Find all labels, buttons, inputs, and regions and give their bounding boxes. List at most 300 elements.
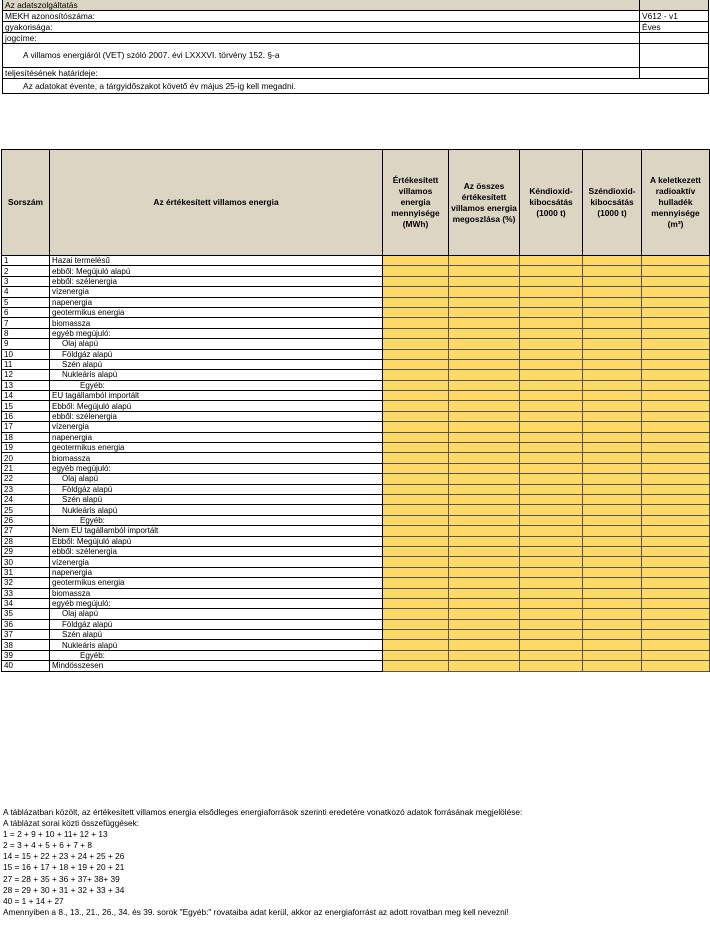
input-cell-share[interactable] xyxy=(449,494,520,504)
row-number: 5 xyxy=(2,297,50,307)
row-label: Olaj alapú xyxy=(50,609,383,619)
input-cell-mwh[interactable] xyxy=(383,578,449,588)
input-cell-radioactive[interactable] xyxy=(642,287,710,297)
input-cell-so2[interactable] xyxy=(520,505,583,515)
note-line: A táblázatban közölt, az értékesített villamos energia elsődleges energiaforrások szerinti eredetére vonatkozó adatok forrásának megjelölése: xyxy=(3,807,523,817)
input-cell-share[interactable] xyxy=(449,578,520,588)
input-cell-share[interactable] xyxy=(449,318,520,328)
input-cell-so2[interactable] xyxy=(520,266,583,276)
input-cell-share[interactable] xyxy=(449,567,520,577)
input-cell-mwh[interactable] xyxy=(383,546,449,556)
input-cell-so2[interactable] xyxy=(520,463,583,473)
input-cell-mwh[interactable] xyxy=(383,598,449,608)
row-label: Egyéb: xyxy=(50,515,383,525)
input-cell-so2[interactable] xyxy=(520,370,583,380)
input-cell-radioactive[interactable] xyxy=(642,318,710,328)
header-title-value xyxy=(639,0,708,10)
input-cell-mwh[interactable] xyxy=(383,630,449,640)
note-line: 14 = 15 + 22 + 23 + 24 + 25 + 26 xyxy=(3,851,125,862)
input-cell-co2[interactable] xyxy=(583,401,642,411)
input-cell-share[interactable] xyxy=(449,422,520,432)
table-row xyxy=(2,339,710,349)
input-cell-co2[interactable] xyxy=(583,328,642,338)
input-cell-co2[interactable] xyxy=(583,287,642,297)
input-cell-so2[interactable] xyxy=(520,401,583,411)
input-cell-share[interactable] xyxy=(449,256,520,266)
note-line: 15 = 16 + 17 + 18 + 19 + 20 + 21 xyxy=(3,862,125,873)
input-cell-so2[interactable] xyxy=(520,588,583,598)
input-cell-co2[interactable] xyxy=(583,453,642,463)
row-number: 28 xyxy=(2,536,50,546)
row-number: 38 xyxy=(2,640,50,650)
table-row xyxy=(2,349,710,359)
input-cell-mwh[interactable] xyxy=(383,505,449,515)
input-cell-so2[interactable] xyxy=(520,546,583,556)
table-row xyxy=(2,443,710,453)
row-number: 1 xyxy=(2,256,50,266)
input-cell-share[interactable] xyxy=(449,328,520,338)
input-cell-so2[interactable] xyxy=(520,349,583,359)
table-row xyxy=(2,598,710,608)
input-cell-share[interactable] xyxy=(449,391,520,401)
row-label: Nukleáris alapú xyxy=(50,505,383,515)
col-header-szendioxid: Széndioxid-kibocsátás (1000 t) xyxy=(583,150,642,256)
input-cell-radioactive[interactable] xyxy=(642,474,710,484)
input-cell-co2[interactable] xyxy=(583,578,642,588)
input-cell-co2[interactable] xyxy=(583,370,642,380)
input-cell-radioactive[interactable] xyxy=(642,411,710,421)
input-cell-share[interactable] xyxy=(449,640,520,650)
input-cell-mwh[interactable] xyxy=(383,266,449,276)
input-cell-radioactive[interactable] xyxy=(642,588,710,598)
data-provision-header xyxy=(2,0,709,94)
input-cell-mwh[interactable] xyxy=(383,349,449,359)
header-row-legal-text xyxy=(3,44,708,68)
input-cell-co2[interactable] xyxy=(583,422,642,432)
input-cell-co2[interactable] xyxy=(583,557,642,567)
input-cell-co2[interactable] xyxy=(583,443,642,453)
row-label: geotermikus energia xyxy=(50,578,383,588)
row-number: 39 xyxy=(2,650,50,660)
input-cell-radioactive[interactable] xyxy=(642,494,710,504)
input-cell-mwh[interactable] xyxy=(383,474,449,484)
table-row xyxy=(2,526,710,536)
input-cell-co2[interactable] xyxy=(583,256,642,266)
row-number: 21 xyxy=(2,463,50,473)
input-cell-so2[interactable] xyxy=(520,650,583,660)
table-row xyxy=(2,266,710,276)
table-row xyxy=(2,411,710,421)
input-cell-co2[interactable] xyxy=(583,609,642,619)
input-cell-radioactive[interactable] xyxy=(642,276,710,286)
input-cell-so2[interactable] xyxy=(520,380,583,390)
input-cell-radioactive[interactable] xyxy=(642,505,710,515)
header-title: Az adatszolgáltatás xyxy=(3,0,639,10)
input-cell-mwh[interactable] xyxy=(383,307,449,317)
row-label: Földgáz alapú xyxy=(50,484,383,494)
table-row xyxy=(2,401,710,411)
notes-section xyxy=(3,807,708,918)
input-cell-so2[interactable] xyxy=(520,515,583,525)
row-number: 24 xyxy=(2,494,50,504)
input-cell-co2[interactable] xyxy=(583,411,642,421)
input-cell-radioactive[interactable] xyxy=(642,339,710,349)
input-cell-co2[interactable] xyxy=(583,567,642,577)
input-cell-mwh[interactable] xyxy=(383,432,449,442)
input-cell-so2[interactable] xyxy=(520,609,583,619)
row-number: 40 xyxy=(2,661,50,671)
input-cell-co2[interactable] xyxy=(583,598,642,608)
input-cell-share[interactable] xyxy=(449,411,520,421)
input-cell-radioactive[interactable] xyxy=(642,401,710,411)
input-cell-radioactive[interactable] xyxy=(642,609,710,619)
input-cell-co2[interactable] xyxy=(583,515,642,525)
table-body xyxy=(2,256,710,672)
input-cell-mwh[interactable] xyxy=(383,661,449,671)
input-cell-so2[interactable] xyxy=(520,484,583,494)
input-cell-co2[interactable] xyxy=(583,536,642,546)
input-cell-share[interactable] xyxy=(449,609,520,619)
header-row-deadline-text xyxy=(3,79,708,93)
input-cell-share[interactable] xyxy=(449,505,520,515)
input-cell-co2[interactable] xyxy=(583,463,642,473)
input-cell-radioactive[interactable] xyxy=(642,619,710,629)
table-row xyxy=(2,256,710,266)
header-legal-text: A villamos energiáról (VET) szóló 2007. évi LXXXVI. törvény 152. §-a xyxy=(23,50,280,60)
input-cell-mwh[interactable] xyxy=(383,567,449,577)
input-cell-share[interactable] xyxy=(449,453,520,463)
input-cell-share[interactable] xyxy=(449,443,520,453)
input-cell-so2[interactable] xyxy=(520,661,583,671)
input-cell-so2[interactable] xyxy=(520,557,583,567)
input-cell-share[interactable] xyxy=(449,526,520,536)
input-cell-share[interactable] xyxy=(449,474,520,484)
input-cell-co2[interactable] xyxy=(583,318,642,328)
input-cell-mwh[interactable] xyxy=(383,650,449,660)
input-cell-radioactive[interactable] xyxy=(642,630,710,640)
input-cell-so2[interactable] xyxy=(520,328,583,338)
input-cell-mwh[interactable] xyxy=(383,609,449,619)
input-cell-share[interactable] xyxy=(449,401,520,411)
input-cell-share[interactable] xyxy=(449,661,520,671)
input-cell-mwh[interactable] xyxy=(383,619,449,629)
input-cell-radioactive[interactable] xyxy=(642,443,710,453)
input-cell-so2[interactable] xyxy=(520,598,583,608)
input-cell-so2[interactable] xyxy=(520,432,583,442)
input-cell-mwh[interactable] xyxy=(383,422,449,432)
input-cell-so2[interactable] xyxy=(520,536,583,546)
input-cell-radioactive[interactable] xyxy=(642,557,710,567)
note-line: 40 = 1 + 14 + 27 xyxy=(3,895,64,906)
input-cell-share[interactable] xyxy=(449,287,520,297)
input-cell-radioactive[interactable] xyxy=(642,359,710,369)
input-cell-mwh[interactable] xyxy=(383,287,449,297)
row-label: geotermikus energia xyxy=(50,443,383,453)
input-cell-mwh[interactable] xyxy=(383,256,449,266)
input-cell-radioactive[interactable] xyxy=(642,297,710,307)
row-number: 32 xyxy=(2,578,50,588)
input-cell-radioactive[interactable] xyxy=(642,453,710,463)
input-cell-radioactive[interactable] xyxy=(642,463,710,473)
input-cell-so2[interactable] xyxy=(520,443,583,453)
energy-sales-table xyxy=(1,149,710,672)
row-label: Egyéb: xyxy=(50,380,383,390)
table-header-row xyxy=(2,150,710,256)
input-cell-radioactive[interactable] xyxy=(642,546,710,556)
table-row xyxy=(2,546,710,556)
input-cell-share[interactable] xyxy=(449,557,520,567)
input-cell-share[interactable] xyxy=(449,619,520,629)
row-number: 19 xyxy=(2,443,50,453)
input-cell-mwh[interactable] xyxy=(383,494,449,504)
input-cell-mwh[interactable] xyxy=(383,557,449,567)
input-cell-so2[interactable] xyxy=(520,630,583,640)
input-cell-so2[interactable] xyxy=(520,276,583,286)
input-cell-mwh[interactable] xyxy=(383,359,449,369)
input-cell-share[interactable] xyxy=(449,650,520,660)
input-cell-mwh[interactable] xyxy=(383,391,449,401)
input-cell-share[interactable] xyxy=(449,588,520,598)
input-cell-mwh[interactable] xyxy=(383,328,449,338)
row-label: Szén alapú xyxy=(50,630,383,640)
input-cell-mwh[interactable] xyxy=(383,640,449,650)
row-label: Nukleáris alapú xyxy=(50,640,383,650)
input-cell-share[interactable] xyxy=(449,484,520,494)
row-number: 12 xyxy=(2,370,50,380)
table-row xyxy=(2,578,710,588)
input-cell-co2[interactable] xyxy=(583,505,642,515)
row-number: 34 xyxy=(2,598,50,608)
row-label: biomassza xyxy=(50,318,383,328)
table-row xyxy=(2,380,710,390)
input-cell-share[interactable] xyxy=(449,536,520,546)
row-number: 10 xyxy=(2,349,50,359)
input-cell-radioactive[interactable] xyxy=(642,307,710,317)
input-cell-co2[interactable] xyxy=(583,526,642,536)
col-header-energia: Az értékesített villamos energia xyxy=(50,150,383,256)
input-cell-share[interactable] xyxy=(449,515,520,525)
input-cell-radioactive[interactable] xyxy=(642,526,710,536)
input-cell-so2[interactable] xyxy=(520,453,583,463)
input-cell-radioactive[interactable] xyxy=(642,567,710,577)
input-cell-co2[interactable] xyxy=(583,494,642,504)
input-cell-mwh[interactable] xyxy=(383,339,449,349)
input-cell-so2[interactable] xyxy=(520,307,583,317)
input-cell-radioactive[interactable] xyxy=(642,598,710,608)
note-line: 27 = 28 + 35 + 36 + 37+ 38+ 39 xyxy=(3,873,120,884)
input-cell-radioactive[interactable] xyxy=(642,640,710,650)
input-cell-share[interactable] xyxy=(449,630,520,640)
input-cell-radioactive[interactable] xyxy=(642,256,710,266)
input-cell-mwh[interactable] xyxy=(383,526,449,536)
header-value-legal-basis[interactable] xyxy=(639,33,708,43)
input-cell-co2[interactable] xyxy=(583,630,642,640)
input-cell-mwh[interactable] xyxy=(383,401,449,411)
input-cell-mwh[interactable] xyxy=(383,297,449,307)
input-cell-share[interactable] xyxy=(449,297,520,307)
col-header-sorszam: Sorszám xyxy=(2,150,50,256)
table-row xyxy=(2,567,710,577)
row-label: Földgáz alapú xyxy=(50,619,383,629)
row-number: 16 xyxy=(2,411,50,421)
header-row-deadline xyxy=(3,68,708,79)
input-cell-mwh[interactable] xyxy=(383,515,449,525)
header-value-frequency[interactable]: Éves xyxy=(639,22,708,32)
input-cell-share[interactable] xyxy=(449,463,520,473)
table-row xyxy=(2,453,710,463)
row-label: egyéb megújuló: xyxy=(50,328,383,338)
input-cell-mwh[interactable] xyxy=(383,370,449,380)
input-cell-mwh[interactable] xyxy=(383,453,449,463)
input-cell-mwh[interactable] xyxy=(383,536,449,546)
header-row-frequency xyxy=(3,22,708,33)
input-cell-so2[interactable] xyxy=(520,640,583,650)
input-cell-radioactive[interactable] xyxy=(642,515,710,525)
row-number: 17 xyxy=(2,422,50,432)
input-cell-co2[interactable] xyxy=(583,474,642,484)
row-number: 29 xyxy=(2,546,50,556)
input-cell-co2[interactable] xyxy=(583,380,642,390)
table-row xyxy=(2,276,710,286)
input-cell-radioactive[interactable] xyxy=(642,266,710,276)
input-cell-share[interactable] xyxy=(449,266,520,276)
table-row xyxy=(2,650,710,660)
table-row xyxy=(2,474,710,484)
input-cell-mwh[interactable] xyxy=(383,276,449,286)
input-cell-so2[interactable] xyxy=(520,256,583,266)
input-cell-so2[interactable] xyxy=(520,619,583,629)
table-row xyxy=(2,422,710,432)
input-cell-so2[interactable] xyxy=(520,578,583,588)
input-cell-share[interactable] xyxy=(449,349,520,359)
input-cell-co2[interactable] xyxy=(583,546,642,556)
input-cell-so2[interactable] xyxy=(520,567,583,577)
row-number: 6 xyxy=(2,307,50,317)
input-cell-radioactive[interactable] xyxy=(642,380,710,390)
input-cell-co2[interactable] xyxy=(583,266,642,276)
input-cell-mwh[interactable] xyxy=(383,588,449,598)
input-cell-mwh[interactable] xyxy=(383,443,449,453)
table-row xyxy=(2,515,710,525)
header-value-deadline[interactable] xyxy=(639,68,708,78)
row-number: 9 xyxy=(2,339,50,349)
header-label-mekh-id: MEKH azonosítószáma: xyxy=(5,11,95,21)
row-number: 3 xyxy=(2,276,50,286)
input-cell-so2[interactable] xyxy=(520,422,583,432)
input-cell-co2[interactable] xyxy=(583,661,642,671)
table-row xyxy=(2,661,710,671)
table-row xyxy=(2,588,710,598)
table-row xyxy=(2,359,710,369)
input-cell-co2[interactable] xyxy=(583,484,642,494)
row-number: 23 xyxy=(2,484,50,494)
input-cell-radioactive[interactable] xyxy=(642,349,710,359)
input-cell-radioactive[interactable] xyxy=(642,650,710,660)
note-line: 1 = 2 + 9 + 10 + 11+ 12 + 13 xyxy=(3,829,108,840)
header-value-mekh-id[interactable]: V612 - v1 xyxy=(639,11,708,21)
input-cell-co2[interactable] xyxy=(583,432,642,442)
input-cell-co2[interactable] xyxy=(583,297,642,307)
input-cell-mwh[interactable] xyxy=(383,318,449,328)
row-label: biomassza xyxy=(50,588,383,598)
input-cell-so2[interactable] xyxy=(520,318,583,328)
input-cell-so2[interactable] xyxy=(520,411,583,421)
input-cell-mwh[interactable] xyxy=(383,411,449,421)
row-label: biomassza xyxy=(50,453,383,463)
input-cell-radioactive[interactable] xyxy=(642,391,710,401)
input-cell-so2[interactable] xyxy=(520,287,583,297)
input-cell-radioactive[interactable] xyxy=(642,578,710,588)
note-line: 2 = 3 + 4 + 5 + 6 + 7 + 8 xyxy=(3,840,93,851)
input-cell-co2[interactable] xyxy=(583,339,642,349)
header-title-row xyxy=(3,0,708,11)
input-cell-radioactive[interactable] xyxy=(642,370,710,380)
input-cell-radioactive[interactable] xyxy=(642,661,710,671)
input-cell-so2[interactable] xyxy=(520,494,583,504)
row-number: 33 xyxy=(2,588,50,598)
input-cell-co2[interactable] xyxy=(583,650,642,660)
input-cell-co2[interactable] xyxy=(583,619,642,629)
input-cell-so2[interactable] xyxy=(520,391,583,401)
table-row xyxy=(2,432,710,442)
input-cell-share[interactable] xyxy=(449,359,520,369)
header-row-mekh-id xyxy=(3,11,708,22)
row-number: 8 xyxy=(2,328,50,338)
input-cell-mwh[interactable] xyxy=(383,380,449,390)
input-cell-co2[interactable] xyxy=(583,391,642,401)
input-cell-so2[interactable] xyxy=(520,339,583,349)
input-cell-share[interactable] xyxy=(449,546,520,556)
input-cell-share[interactable] xyxy=(449,432,520,442)
input-cell-share[interactable] xyxy=(449,339,520,349)
row-number: 15 xyxy=(2,401,50,411)
input-cell-so2[interactable] xyxy=(520,474,583,484)
input-cell-co2[interactable] xyxy=(583,359,642,369)
note-line: Amennyiben a 8., 13., 21., 26., 34. és 39. sorok "Egyéb:" rovataiba adat kerül, akkor az energiaforrást az adott rovatban meg kell nevezni! xyxy=(3,906,509,917)
table-row xyxy=(2,391,710,401)
input-cell-share[interactable] xyxy=(449,276,520,286)
input-cell-co2[interactable] xyxy=(583,588,642,598)
row-label: napenergia xyxy=(50,432,383,442)
row-label: Szén alapú xyxy=(50,494,383,504)
input-cell-so2[interactable] xyxy=(520,297,583,307)
input-cell-co2[interactable] xyxy=(583,276,642,286)
input-cell-mwh[interactable] xyxy=(383,463,449,473)
input-cell-share[interactable] xyxy=(449,370,520,380)
table-row xyxy=(2,287,710,297)
input-cell-co2[interactable] xyxy=(583,640,642,650)
table-row xyxy=(2,463,710,473)
input-cell-mwh[interactable] xyxy=(383,484,449,494)
input-cell-share[interactable] xyxy=(449,598,520,608)
row-number: 27 xyxy=(2,526,50,536)
input-cell-share[interactable] xyxy=(449,380,520,390)
input-cell-co2[interactable] xyxy=(583,307,642,317)
input-cell-radioactive[interactable] xyxy=(642,422,710,432)
input-cell-co2[interactable] xyxy=(583,349,642,359)
row-label: ebből: szélenergia xyxy=(50,276,383,286)
input-cell-radioactive[interactable] xyxy=(642,536,710,546)
table-row xyxy=(2,630,710,640)
input-cell-so2[interactable] xyxy=(520,526,583,536)
input-cell-share[interactable] xyxy=(449,307,520,317)
input-cell-radioactive[interactable] xyxy=(642,432,710,442)
row-number: 31 xyxy=(2,567,50,577)
input-cell-radioactive[interactable] xyxy=(642,328,710,338)
input-cell-radioactive[interactable] xyxy=(642,484,710,494)
table-row xyxy=(2,640,710,650)
input-cell-so2[interactable] xyxy=(520,359,583,369)
